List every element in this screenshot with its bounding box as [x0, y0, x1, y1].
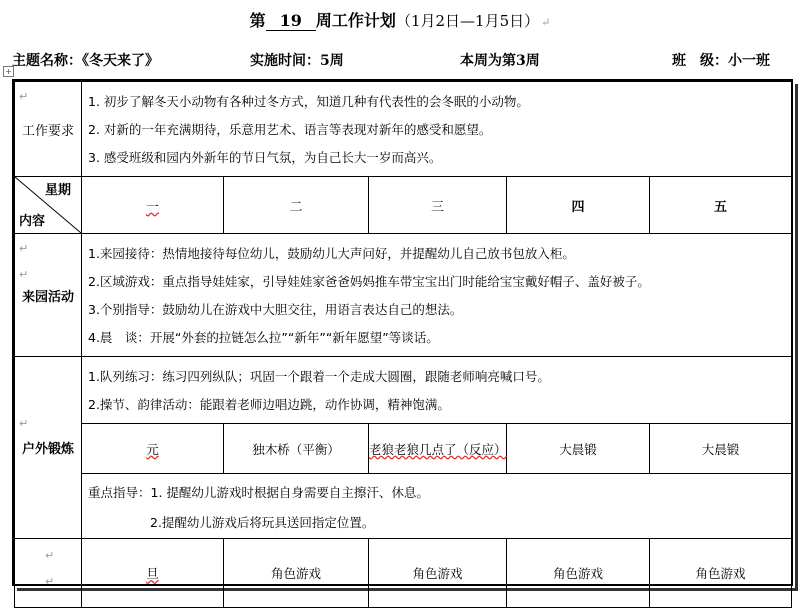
list-item: 2.操节、韵律活动：能跟着老师边唱边跳，动作协调，精神饱满。 — [88, 397, 450, 412]
weekday-header-row — [15, 177, 792, 234]
outdoor-label-cell — [15, 357, 82, 539]
day-label: 一 — [145, 199, 159, 215]
class-name: 班 级：小一班 — [672, 53, 770, 69]
game-label-cell — [15, 539, 82, 608]
title-prefix: 第 — [249, 11, 266, 30]
diagonal-header-cell — [15, 177, 82, 234]
arrival-activities-row — [15, 234, 792, 357]
work-req-content[interactable] — [82, 82, 792, 177]
list-item: 1.来园接待：热情地接待每位幼儿，鼓励幼儿大声问好，并提醒幼儿自己放书包放入柜。 — [88, 246, 575, 261]
week-number: 19 — [266, 11, 316, 31]
outdoor-day-cell[interactable] — [82, 424, 224, 474]
day-label: 四 — [571, 199, 585, 215]
paragraph-mark-icon: ↵ — [541, 16, 551, 29]
info-bar — [12, 50, 782, 70]
day-label: 三 — [430, 199, 444, 215]
key-guidance-content[interactable] — [82, 474, 792, 539]
paragraph-mark-icon: ↵ — [19, 242, 29, 255]
game-day-cell[interactable] — [650, 539, 792, 608]
outdoor-label: 户外锻炼 — [21, 442, 74, 457]
date-range: （1月2日—1月5日） — [395, 12, 540, 30]
outdoor-content[interactable] — [82, 357, 792, 424]
work-req-label-cell — [15, 82, 82, 177]
game-day-cell[interactable] — [224, 539, 369, 608]
cell-text: 角色游戏 — [270, 566, 321, 581]
cell-text: 元 — [146, 441, 159, 457]
cell-text: 大晨锻 — [559, 441, 597, 457]
day-header-tue — [224, 177, 369, 234]
outdoor-general-row — [15, 357, 792, 424]
paragraph-mark-icon: ↵ — [19, 268, 29, 281]
game-day-cell[interactable] — [369, 539, 507, 608]
day-header-thu — [507, 177, 650, 234]
weekday-label: 星期 — [44, 183, 71, 198]
list-item: 3.个别指导：鼓励幼儿在游戏中大胆交往，用语言表达自己的想法。 — [88, 302, 463, 317]
day-label: 五 — [713, 199, 727, 215]
arrival-content[interactable] — [82, 234, 792, 357]
theme-name: 主题名称：《冬天来了》 — [12, 53, 159, 69]
content-label: 内容 — [19, 214, 46, 229]
cell-text: 老狼老狼几点了（反应） — [369, 441, 507, 457]
outdoor-day-cell[interactable] — [507, 424, 650, 474]
work-requirements-row — [15, 82, 792, 177]
cell-text: 旦 — [146, 566, 159, 581]
list-item: 4.晨 谈：开展“外套的拉链怎么拉”“新年”“新年愿望”等谈话。 — [88, 330, 439, 345]
duration: 实施时间：5周 — [250, 53, 344, 69]
cell-text: 大晨锻 — [701, 441, 740, 457]
paragraph-mark-icon: ↵ — [45, 549, 55, 562]
outdoor-day-cell[interactable] — [650, 424, 792, 474]
key-guidance-item: 重点指导：1. 提醒幼儿游戏时根据自身需要自主擦汗、休息。 — [88, 485, 429, 500]
table-shadow-right — [795, 84, 798, 589]
arrival-label: 来园活动 — [21, 289, 74, 305]
arrival-label-cell — [15, 234, 82, 357]
list-item: 3. 感受班级和园内外新年的节日气氛，为自己长大一岁而高兴。 — [88, 150, 442, 165]
work-req-label: 工作要求 — [21, 123, 74, 139]
paragraph-mark-icon: ↵ — [19, 417, 29, 430]
weekly-plan-table — [14, 81, 792, 608]
paragraph-mark-icon: ↵ — [19, 90, 29, 103]
day-header-wed — [369, 177, 507, 234]
list-item: 1. 初步了解冬天小动物有各种过冬方式，知道几种有代表性的会冬眠的小动物。 — [88, 94, 529, 109]
day-label: 二 — [289, 199, 303, 215]
outdoor-daily-row — [15, 424, 792, 474]
list-item: 2. 对新的一年充满期待，乐意用艺术、语言等表现对新年的感受和愿望。 — [88, 122, 492, 137]
page-title — [0, 8, 800, 31]
title-suffix: 周工作计划 — [315, 11, 396, 30]
cell-text: 角色游戏 — [552, 566, 603, 581]
table-move-handle-icon[interactable]: + — [3, 66, 14, 77]
game-day-cell[interactable] — [507, 539, 650, 608]
day-header-fri — [650, 177, 792, 234]
outdoor-day-cell[interactable] — [369, 424, 507, 474]
game-activities-row — [15, 539, 792, 608]
current-week: 本周为第3周 — [460, 53, 540, 69]
cell-text: 角色游戏 — [412, 566, 463, 581]
key-guidance-item: 2.提醒幼儿游戏后将玩具送回指定位置。 — [150, 515, 375, 530]
outdoor-day-cell[interactable] — [224, 424, 369, 474]
paragraph-mark-icon: ↵ — [45, 575, 55, 588]
outdoor-key-guidance-row — [15, 474, 792, 539]
day-header-mon — [82, 177, 224, 234]
list-item: 2.区域游戏：重点指导娃娃家，引导娃娃家爸爸妈妈推车带宝宝出门时能给宝宝戴好帽子、盖好被子。 — [88, 274, 650, 289]
cell-text: 角色游戏 — [695, 566, 746, 581]
list-item: 1.队列练习：练习四列纵队；巩固一个跟着一个走成大圆圈，跟随老师响亮喊口号。 — [88, 369, 550, 384]
game-day-cell[interactable] — [82, 539, 224, 608]
cell-text: 独木桥（平衡） — [252, 441, 340, 457]
